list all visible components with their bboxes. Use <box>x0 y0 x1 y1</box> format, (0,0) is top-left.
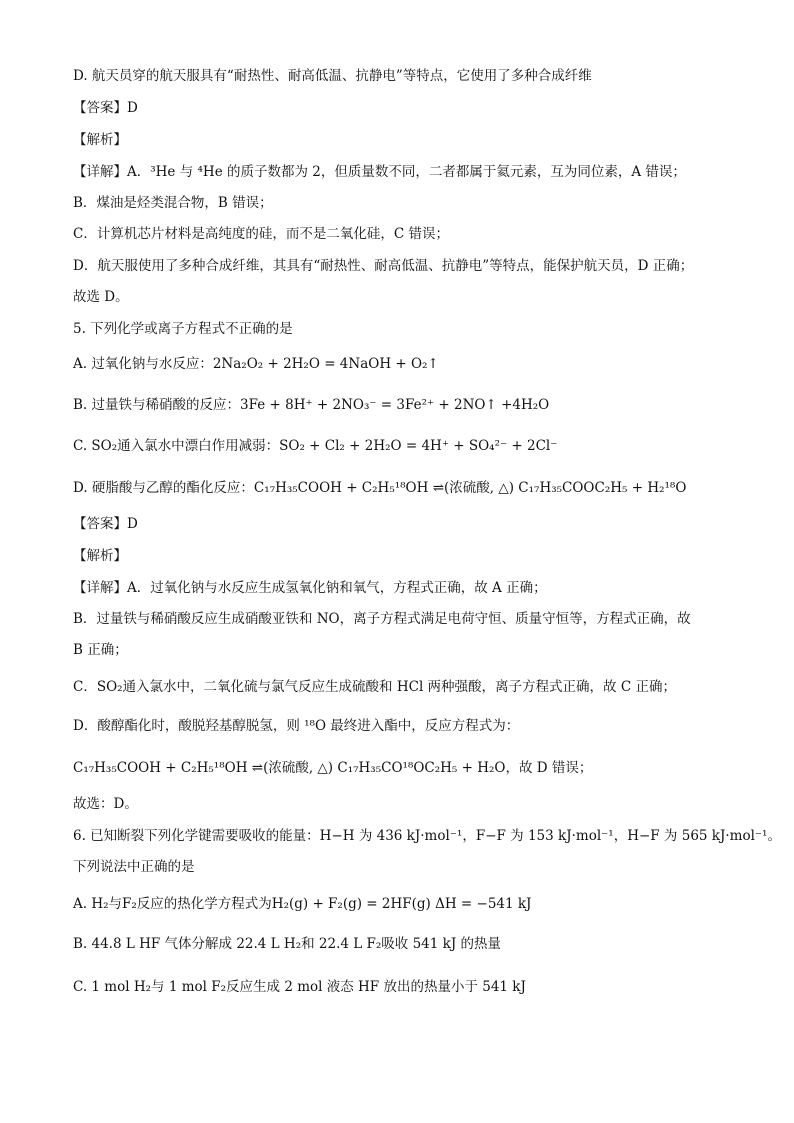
q5-explain-a: 【详解】A．过氧化钠与水反应生成氢氧化钠和氧气，方程式正确，故 A 正确； <box>73 580 547 596</box>
explain-d: D．航天服使用了多种合成纤维，其具有“耐热性、耐高低温、抗静电”等特点，能保护航天员，D 正确； <box>73 258 694 274</box>
answer-label: 【答案】D <box>73 516 138 532</box>
q5-option-a: A. 过氧化钠与水反应：2Na₂O₂ + 2H₂O = 4NaOH + O₂↑ <box>73 356 439 372</box>
choice-conclusion: 故选 D。 <box>73 289 129 305</box>
q5-option-b: B. 过量铁与稀硝酸的反应：3Fe + 8H⁺ + 2NO₃⁻ = 3Fe²⁺ + 2NO↑ +4H₂O <box>73 397 550 413</box>
explain-b: B．煤油是烃类混合物，B 错误； <box>73 195 273 211</box>
q5-explain-b: B．过量铁与稀硝酸反应生成硝酸亚铁和 NO，离子方程式满足电荷守恒、质量守恒等，方程式正确，故 <box>73 611 691 627</box>
answer-label: 【答案】D <box>73 100 138 116</box>
choice-conclusion: 故选：D。 <box>73 796 138 812</box>
q5-explain-b-cont: B 正确； <box>73 642 128 658</box>
analysis-label: 【解析】 <box>73 132 127 148</box>
q6-option-a: A. H₂与F₂反应的热化学方程式为H₂(g) + F₂(g) = 2HF(g) ΔH = −541 kJ <box>73 896 532 912</box>
q5-option-c: C. SO₂通入氯水中漂白作用减弱：SO₂ + Cl₂ + 2H₂O = 4H⁺ + SO₄²⁻ + 2Cl⁻ <box>73 438 558 454</box>
explain-c: C．计算机芯片材料是高纯度的硅，而不是二氧化硅，C 错误； <box>73 226 449 242</box>
q5-equation: C₁₇H₃₅COOH + C₂H₅¹⁸OH ⇌(浓硫酸, △) C₁₇H₃₅CO¹⁸OC₂H₅ + H₂O，故 D 错误； <box>73 760 593 776</box>
question-6-cont: 下列说法中正确的是 <box>73 859 195 875</box>
q5-explain-c: C．SO₂通入氯水中，二氧化硫与氯气反应生成硫酸和 HCl 两种强酸，离子方程式正确，故 C 正确； <box>73 679 676 695</box>
explain-a: 【详解】A．³He 与 ⁴He 的质子数都为 2，但质量数不同，二者都属于氦元素，互为同位素，A 错误； <box>73 164 686 180</box>
q6-option-b: B. 44.8 L HF 气体分解成 22.4 L H₂和 22.4 L F₂吸收 541 kJ 的热量 <box>73 936 502 952</box>
option-d-q4: D. 航天员穿的航天服具有“耐热性、耐高低温、抗静电”等特点，它使用了多种合成纤维 <box>73 68 592 84</box>
q5-explain-d: D．酸醇酯化时，酸脱羟基醇脱氢，则 ¹⁸O 最终进入酯中，反应方程式为： <box>73 718 520 734</box>
q5-option-d: D. 硬脂酸与乙醇的酯化反应：C₁₇H₃₅COOH + C₂H₅¹⁸OH ⇌(浓硫酸, △) C₁₇H₃₅COOC₂H₅ + H₂¹⁸O <box>73 480 687 496</box>
q6-option-c: C. 1 mol H₂与 1 mol F₂反应生成 2 mol 液态 HF 放出的热量小于 541 kJ <box>73 979 526 995</box>
question-5: 5. 下列化学或离子方程式不正确的是 <box>73 321 293 337</box>
question-6: 6. 已知断裂下列化学键需要吸收的能量：H−H 为 436 kJ·mol⁻¹，F−F 为 153 kJ·mol⁻¹，H−F 为 565 kJ·mol⁻¹。 <box>73 828 781 844</box>
analysis-label: 【解析】 <box>73 548 127 564</box>
